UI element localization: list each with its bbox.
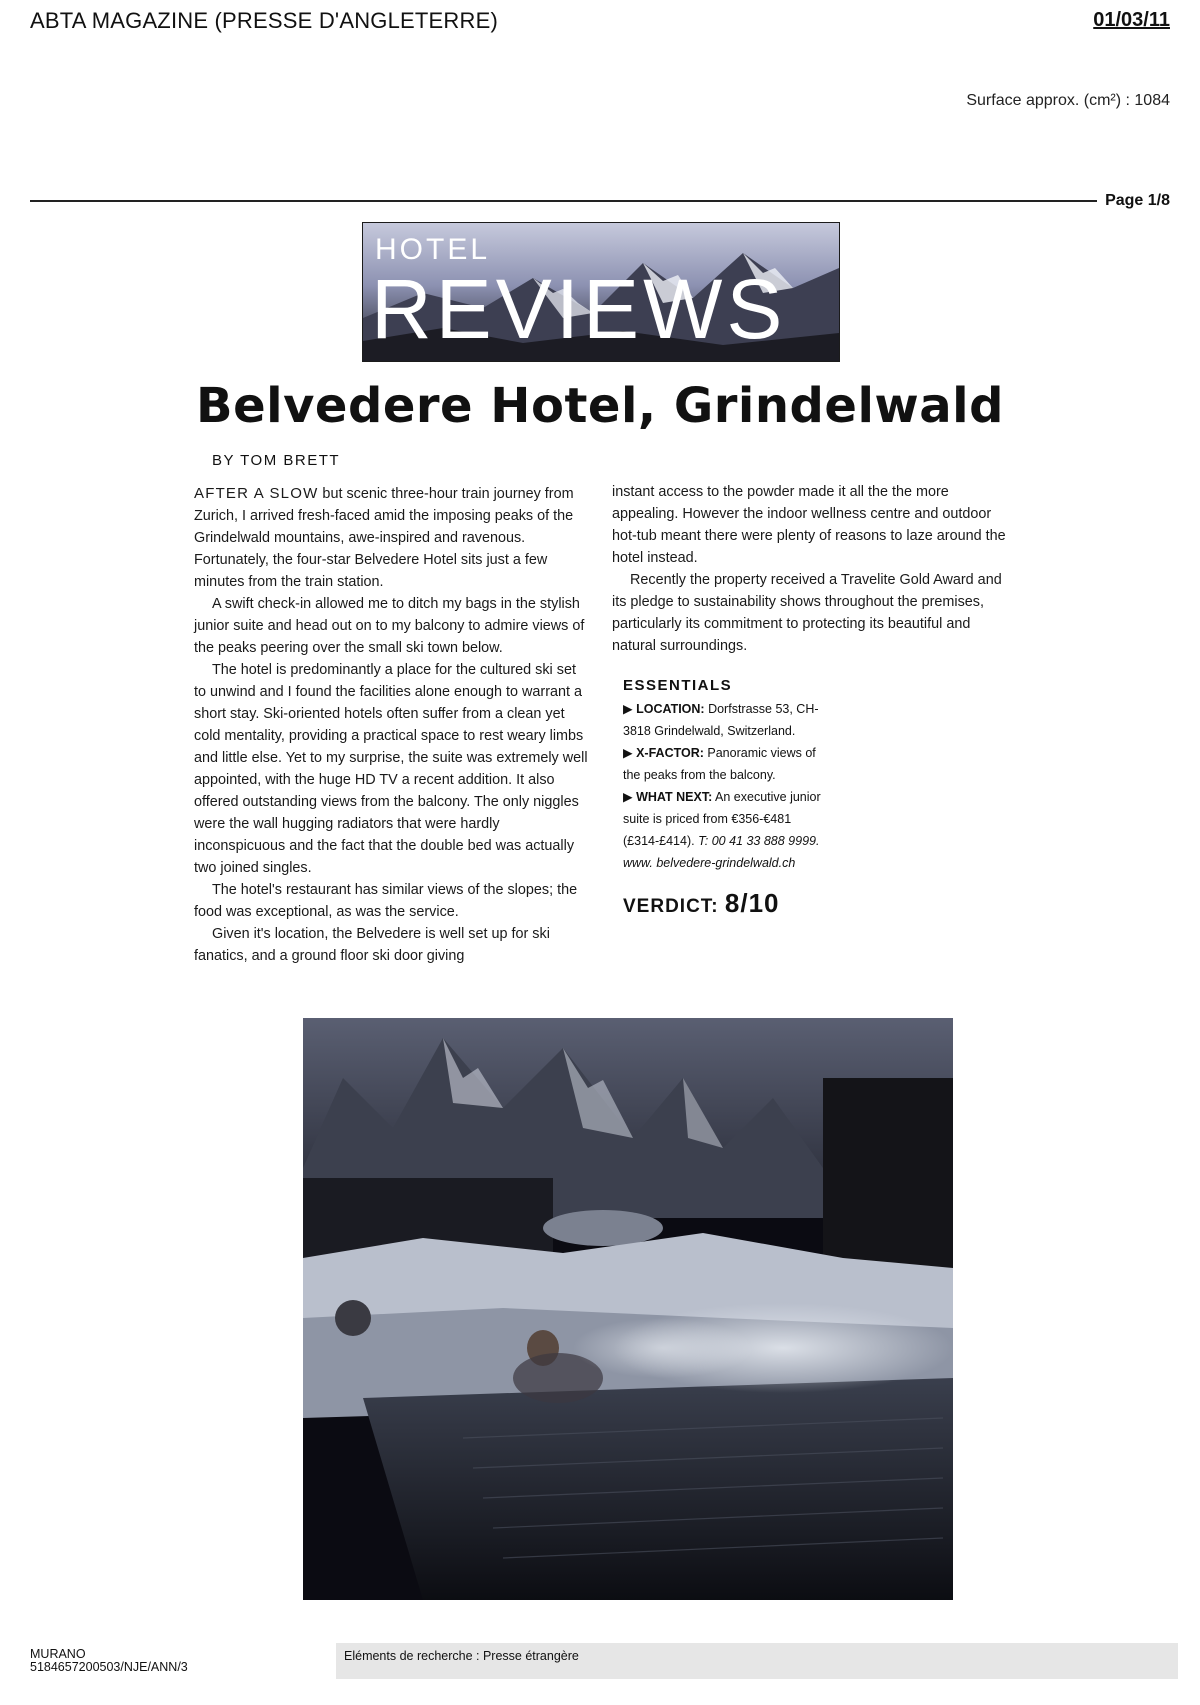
paragraph-3: The hotel is predominantly a place for the cultured ski set to unwind and I found the facilities alone enough to warrant a short stay. Ski-oriented hotels often suffer from a clean yet cold mentality, providing a practical space to rest weary limbs and little else. Yet to my surprise, the suite was extremely well appointed, with the huge HD TV a recent addition. It also offered outstanding views from the balcony. The only niggles were the wall hugging radiators that were hardly inconspicuous and the fact that the double bed was actually two joined singles. bbox=[194, 662, 588, 876]
lead-in: AFTER A SLOW bbox=[194, 485, 319, 502]
essentials-xfactor bbox=[623, 742, 823, 786]
xfactor-value: Panoramic views of the peaks from the balcony. bbox=[623, 746, 816, 782]
article-byline: BY TOM BRETT bbox=[212, 452, 341, 469]
essentials-box bbox=[623, 677, 823, 919]
verdict-label: VERDICT: bbox=[623, 896, 719, 917]
essentials-location bbox=[623, 698, 823, 742]
hotel-reviews-banner bbox=[362, 222, 840, 362]
bullet-icon: ▶ bbox=[623, 702, 637, 716]
article-right-column bbox=[612, 481, 1012, 657]
bullet-icon: ▶ bbox=[623, 746, 637, 760]
publication-title: ABTA MAGAZINE (PRESSE D'ANGLETERRE) bbox=[30, 8, 498, 33]
page-number: Page 1/8 bbox=[1097, 192, 1170, 210]
surface-area: Surface approx. (cm²) : 1084 bbox=[966, 92, 1170, 109]
footer-search-box bbox=[336, 1643, 1178, 1679]
paragraph-7: Recently the property received a Travelite Gold Award and its pledge to sustainability shows throughout the premises, particularly its commitment to protecting its beautiful and natural surroundings. bbox=[612, 572, 1002, 654]
whatnext-label: WHAT NEXT: bbox=[636, 790, 713, 804]
header-rule bbox=[30, 200, 1100, 202]
essentials-title: ESSENTIALS bbox=[623, 677, 733, 694]
hot-tub-scene-image bbox=[303, 1018, 953, 1600]
footer-agency bbox=[30, 1648, 188, 1674]
essentials-whatnext bbox=[623, 786, 823, 874]
verdict bbox=[623, 888, 823, 919]
bullet-icon: ▶ bbox=[623, 790, 637, 804]
banner-hotel-text: HOTEL bbox=[375, 233, 491, 266]
paragraph-1-text: but scenic three-hour train journey from Zurich, I arrived fresh-faced amid the imposing peaks of the Grindelwald mountains, awe-inspired and ravenous. Fortunately, the four-star Belvedere Hotel sits just a few minutes from the train station. bbox=[194, 486, 574, 590]
verdict-score: 8/10 bbox=[724, 888, 780, 918]
paragraph-4: The hotel's restaurant has similar views of the slopes; the food was exceptional, as was the service. bbox=[194, 882, 578, 920]
search-elements: Eléments de recherche : Presse étrangère bbox=[344, 1649, 579, 1663]
banner-reviews-text: REVIEWS bbox=[371, 262, 787, 356]
article-headline: Belvedere Hotel, Grindelwald bbox=[196, 378, 1004, 434]
paragraph-5: Given it's location, the Belvedere is well set up for ski fanatics, and a ground floor ski door giving bbox=[194, 926, 550, 964]
agency-name: MURANO bbox=[30, 1647, 86, 1661]
article-left-column bbox=[194, 483, 590, 967]
xfactor-label: X-FACTOR: bbox=[636, 746, 704, 760]
whatnext-value: An executive junior suite is priced from €356-€481 (£314-£414). bbox=[623, 790, 821, 848]
location-label: LOCATION: bbox=[636, 702, 705, 716]
hot-tub-photo bbox=[303, 1018, 953, 1600]
agency-reference: 5184657200503/NJE/ANN/3 bbox=[30, 1660, 188, 1674]
contact-info: T: 00 41 33 888 9999. www. belvedere-grindelwald.ch bbox=[623, 834, 820, 870]
publication-date: 01/03/11 bbox=[1093, 9, 1170, 31]
location-value: Dorfstrasse 53, CH-3818 Grindelwald, Switzerland. bbox=[623, 702, 819, 738]
paragraph-1 bbox=[194, 483, 590, 593]
paragraph-2: A swift check-in allowed me to ditch my bags in the stylish junior suite and head out on to my balcony to admire views of the peaks peering over the small ski town below. bbox=[194, 596, 585, 656]
paragraph-6: instant access to the powder made it all the the more appealing. However the indoor wellness centre and outdoor hot-tub meant there were plenty of reasons to laze around the hotel instead. bbox=[612, 484, 1006, 566]
